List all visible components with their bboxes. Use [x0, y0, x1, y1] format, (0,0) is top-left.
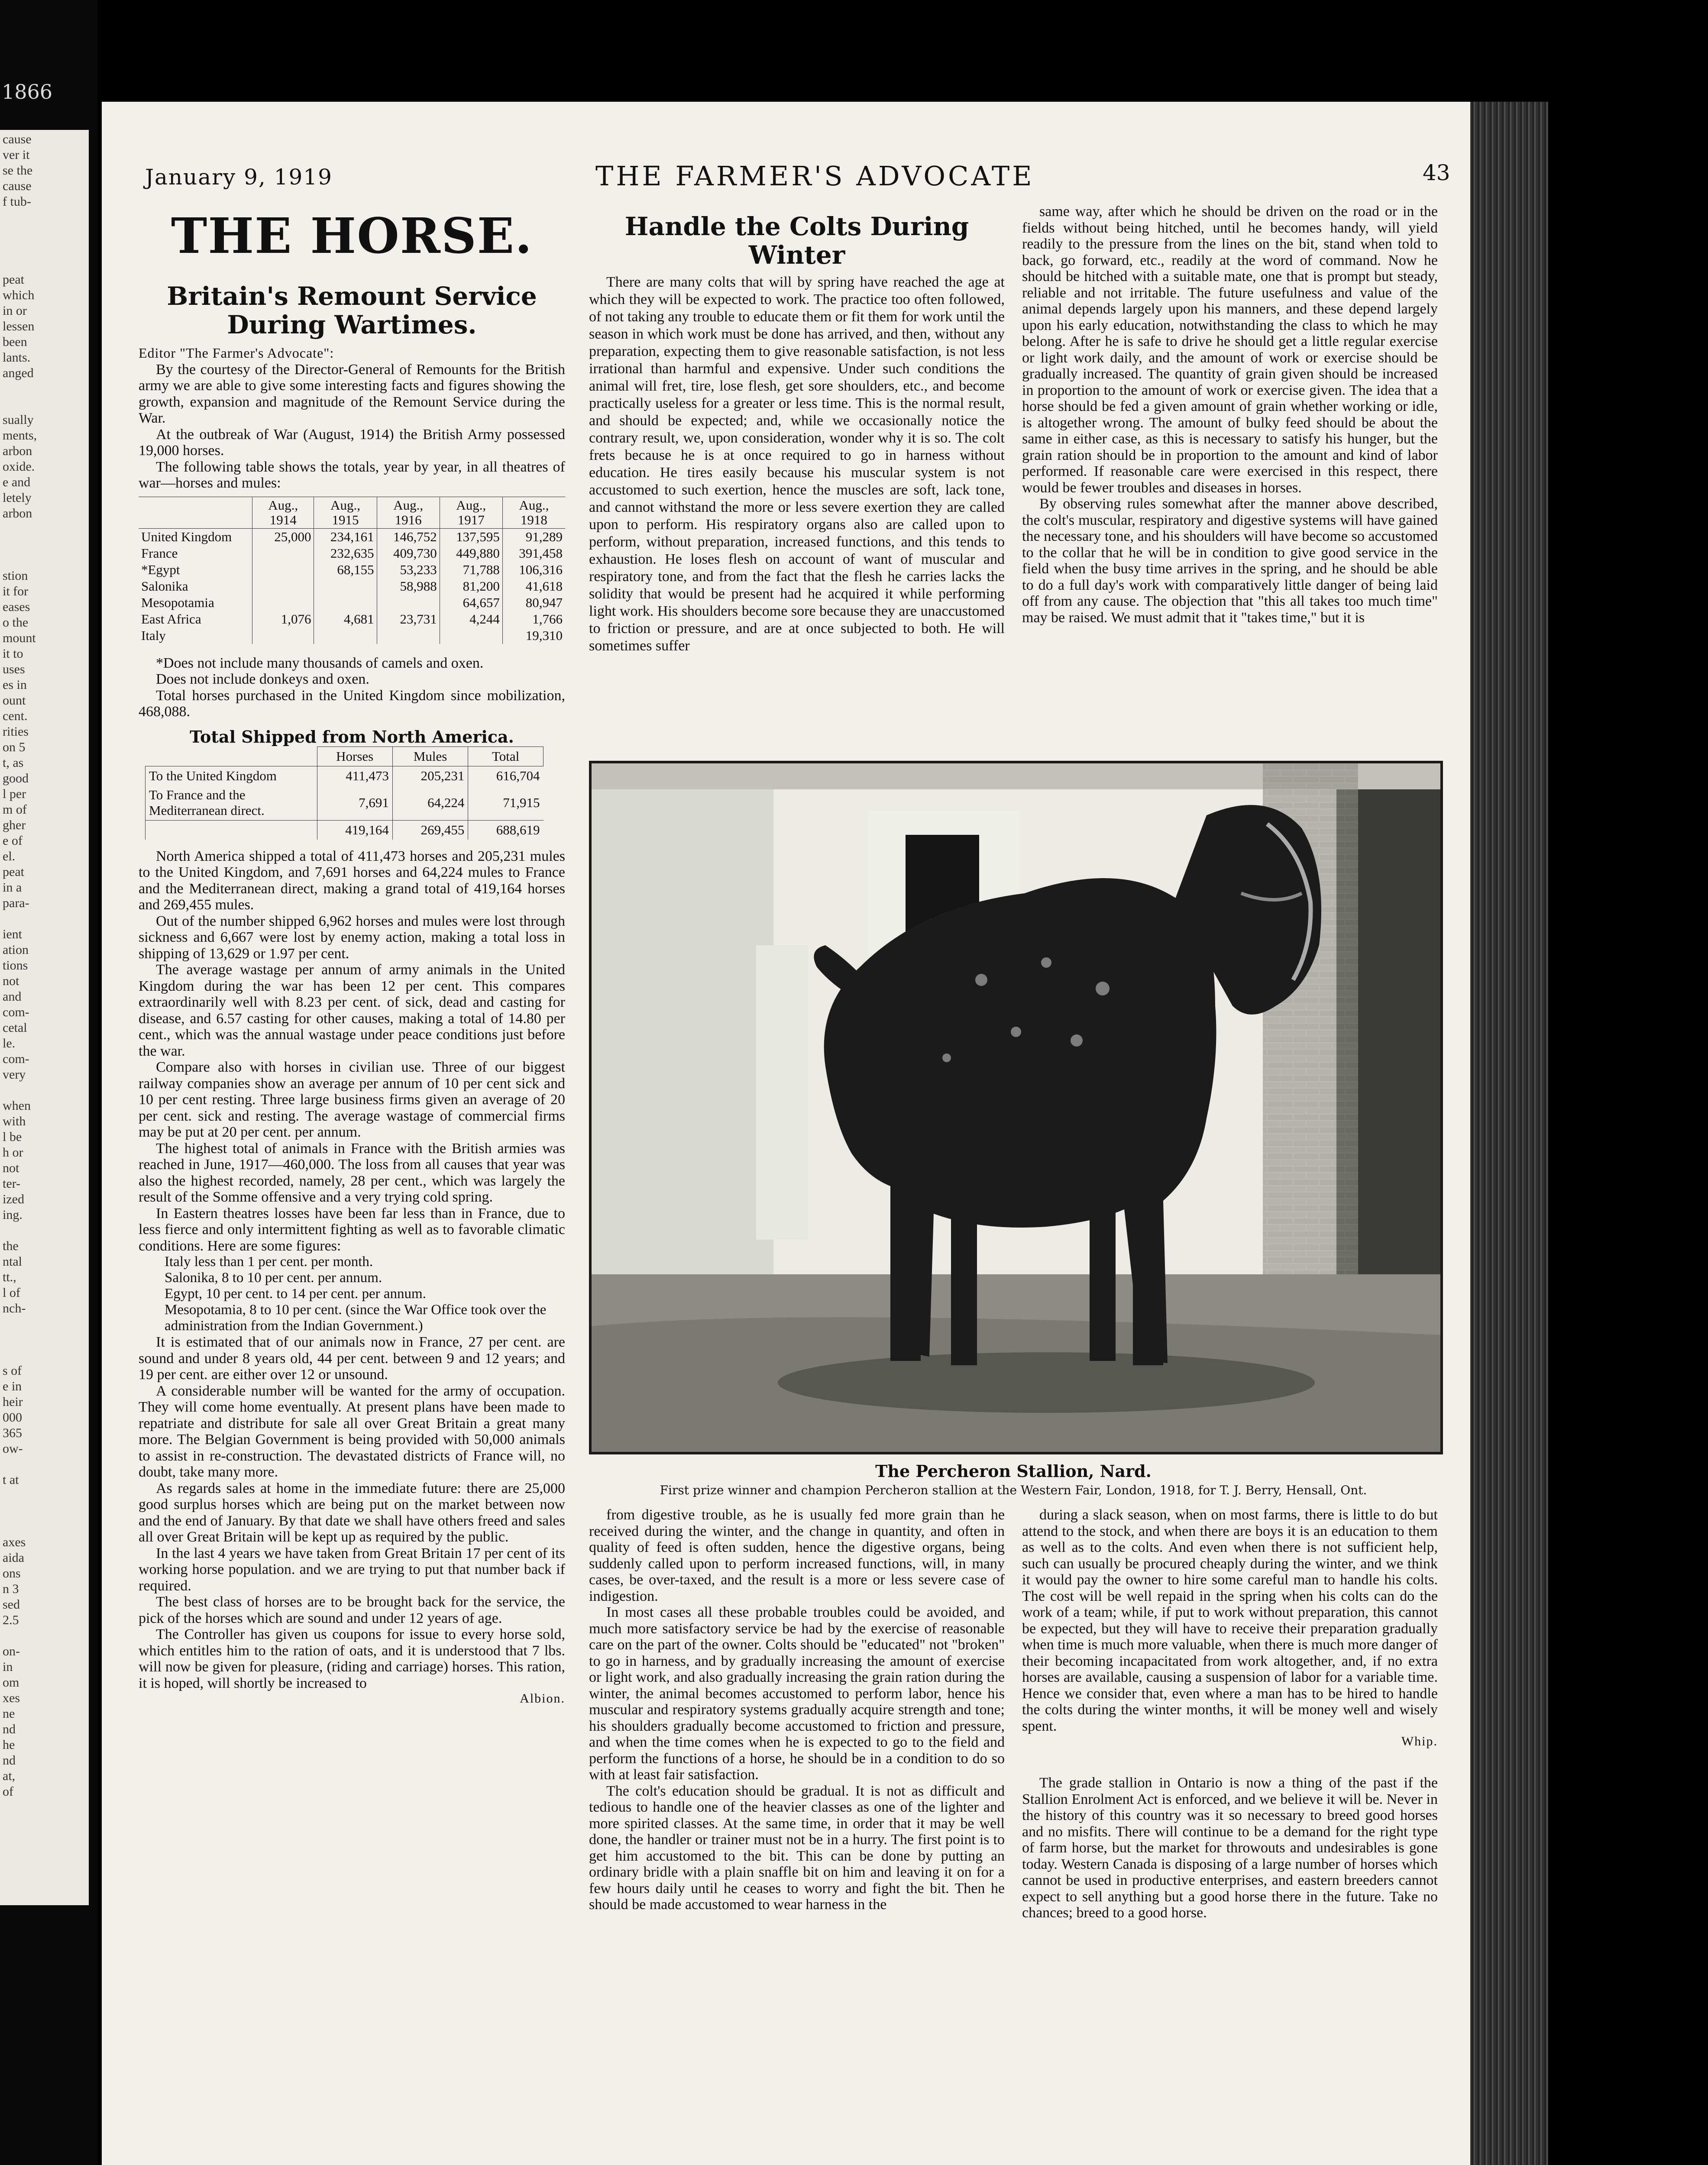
previous-page-line: le.: [3, 1036, 16, 1050]
masthead-title: THE FARMER'S ADVOCATE: [595, 160, 1035, 192]
paragraph: The colt's education should be gradual. It is not as difficult and tedious to handle one of the heavier classes as one of the lighter and more spirited classes. At the same time, in order that it may be well done, the handler or trainer must not be in a hurry. The first point is to get him accustomed to the bit. This can be done by putting an ordinary bridle with a plain snaffle bit on him and leaving it on for a few hours daily until he ceases to worry and fight the bit. Then he should be made accustomed to wear harness in the: [589, 1783, 1005, 1913]
previous-page-line: lants.: [3, 350, 31, 365]
previous-page-line: eases: [3, 600, 30, 614]
table-row: [139, 578, 565, 595]
paragraph: A considerable number will be wanted for the army of occupation. They will come home eventually. At present plans have been made to repatriate and distribute for sale all over Great Britain a great many more. The Belgian Government is being provided with 50,000 animals to assist in re-construction. The devastated districts of France will, no doubt, take many more.: [139, 1383, 565, 1480]
column-1: [139, 208, 565, 1706]
table-cell: [252, 545, 314, 562]
issue-date: January 9, 1919: [145, 165, 333, 190]
table-cell: [377, 627, 440, 644]
previous-page-line: arbon: [3, 506, 32, 520]
table-cell: [252, 627, 314, 644]
table-header: Aug., 1915: [314, 497, 377, 528]
percheron-stallion-photo: [589, 761, 1443, 1454]
section-title: THE HORSE.: [171, 208, 533, 265]
previous-page-line: cause: [3, 132, 32, 146]
table-row: [139, 611, 565, 627]
paragraph: North America shipped a total of 411,473 horses and 205,231 mules to the United Kingdom, and 7,691 horses and 64,224 mules to France and the Mediterranean direct, making a grand total of 419,164 horses and 269,455 mules.: [139, 848, 565, 913]
footnote: Does not include donkeys and oxen.: [156, 671, 369, 687]
previous-page-line: gher: [3, 818, 26, 832]
table-cell: 4,244: [440, 611, 502, 627]
previous-page-line: xes: [3, 1691, 20, 1705]
table-cell: 205,231: [392, 766, 468, 785]
table-cell: [314, 627, 377, 644]
previous-page-line: ized: [3, 1192, 24, 1206]
table-total-row: [146, 820, 543, 840]
column-3-top: [1022, 204, 1438, 626]
figure-line: Italy less than 1 per cent. per month.: [165, 1254, 373, 1270]
paragraph: The average wastage per annum of army animals in the United Kingdom during the war has been 12 per cent. This compares extraordinarily well with 8.23 per cent. of sick, dead and casting for disease, and 6.57 casting for other causes, making a total of 14.80 per cent., which was the annual wastage under peace conditions just before the war.: [139, 962, 565, 1059]
table-cell: [314, 595, 377, 611]
table-header: Aug., 1914: [252, 497, 314, 528]
horse-photo-image: [592, 763, 1440, 1452]
colts-article-title: Handle the Colts During Winter: [624, 212, 969, 270]
table-header: Aug., 1917: [440, 497, 502, 528]
previous-page-line: e and: [3, 475, 31, 489]
paragraph: There are many colts that will by spring have reached the age at which they will be expected to work. The practice too often followed, of not taking any trouble to educate them or fit them for work until the season in which work must be done has arrived, and then, without any preparation, expecting them to give reasonable satisfaction, is not less irrational than harmful and expensive. Under such conditions the animal will fret, tire, lose flesh, get sore shoulders, etc., and become practically useless for a greater or less time. This is the normal result, and should be expected; and, while we occasionally notice the contrary result, we, upon consideration, wonder why it is so. The colt frets because he is at once required to go in harness without education. He tires easily because his muscular system is not accustomed to such exertion, hence the muscles are soft, lack tone, and cannot withstand the more or less severe exertion they are called upon to perform. His respiratory organs also are called upon to perform, without preparation, increased functions, and this tends to exhaustion. He loses flesh on account of want of muscular and respiratory tone, and from the fact that the flesh he carries lacks the solidity that would be present had he acquired it while performing light work. His shoulders become sore because they are unaccustomed to friction or pressure, and are at once subjected to both. He will sometimes suffer: [589, 274, 1005, 654]
paragraph: from digestive trouble, as he is usually fed more grain than he received during the winter, and the change in quantity, and often in quality of feed is often sudden, hence the digestive organs, being suddenly called upon to perform increased functions, will, in many cases, be over-taxed, and the result is a more or less severe case of indigestion.: [589, 1507, 1005, 1604]
paragraph: In most cases all these probable troubles could be avoided, and much more satisfactory service be had by the exercise of reasonable care on the part of the owner. Colts should be "educated" not "broken" to go in harness, and by gradually increasing the amount of exercise or light work, and also gradually increasing the grain ration during the winter, the animal becomes accustomed to perform labor, hence his muscular and respiratory systems gradually acquire strength and tone; his shoulders gradually become accustomed to friction and pressure, and when the time comes when he is expected to go to the field and perform the functions of a horse, he should be in a condition to do so with at least fair satisfaction.: [589, 1604, 1005, 1783]
previous-page-line: in or: [3, 304, 27, 318]
previous-page-line: aida: [3, 1551, 24, 1565]
previous-page-line: t at: [3, 1473, 19, 1487]
previous-page-line: ter-: [3, 1176, 21, 1191]
previous-page-line: n 3: [3, 1582, 19, 1596]
table-cell: 1,076: [252, 611, 314, 627]
table-cell: 449,880: [440, 545, 502, 562]
table-cell: 64,224: [392, 785, 468, 821]
table-row: [146, 766, 543, 785]
previous-page-line: ments,: [3, 428, 37, 443]
previous-page-line: peat: [3, 865, 24, 879]
previous-page-line: sed: [3, 1597, 20, 1612]
previous-page-line: at,: [3, 1769, 16, 1783]
previous-page-line: of: [3, 1784, 13, 1799]
table-cell: 137,595: [440, 528, 502, 545]
table-row: [139, 627, 565, 644]
previous-page-line: oxide.: [3, 459, 35, 474]
previous-page-line: good: [3, 771, 29, 785]
table-cell: 41,618: [502, 578, 565, 595]
previous-page-line: 365: [3, 1426, 22, 1440]
previous-page-line: ing.: [3, 1208, 23, 1222]
table-cell: 19,310: [502, 627, 565, 644]
table-cell: 146,752: [377, 528, 440, 545]
table-cell: [252, 562, 314, 578]
page-number: 43: [1423, 160, 1450, 185]
previous-page-line: peat: [3, 272, 24, 287]
table-cell: 53,233: [377, 562, 440, 578]
table-cell: 7,691: [317, 785, 392, 821]
table-cell: [252, 578, 314, 595]
paragraph: The best class of horses are to be brought back for the service, the pick of the horses which are sound and under 12 years of age.: [139, 1594, 565, 1626]
previous-page-line: o the: [3, 615, 29, 630]
previous-page-line: ation: [3, 943, 29, 957]
previous-page-line: nd: [3, 1722, 16, 1736]
table-cell: 81,200: [440, 578, 502, 595]
table-cell: [252, 595, 314, 611]
footnote: *Does not include many thousands of camels and oxen.: [156, 655, 484, 671]
stallion-note: The grade stallion in Ontario is now a thing of the past if the Stallion Enrolment Act is enforced, and we believe it will be. Never in the history of this country was it so necessary to breed good horses and no misfits. There will continue to be a demand for the right type of farm horse, but the market for throwouts and undesirables is gone today. Western Canada is disposing of a large number of horses which cannot be used in productive enterprises, and eastern breeders cannot expect to sell anything but a good horse there in the future. Take no chances; breed to a good horse.: [1022, 1775, 1438, 1921]
column-2-bottom: [589, 1507, 1005, 1913]
previous-page-line: stion: [3, 569, 28, 583]
previous-page-line: l of: [3, 1286, 20, 1300]
previous-page-line: l be: [3, 1130, 22, 1144]
table-header: Mules: [392, 746, 468, 766]
previous-page-number: 1866: [2, 80, 53, 103]
previous-page-line: in: [3, 1660, 13, 1674]
paragraph: In the last 4 years we have taken from Great Britain 17 per cent of its working horse population. and we are trying to put that number back if required.: [139, 1545, 565, 1594]
previous-page-line: h or: [3, 1145, 23, 1160]
previous-page-line: uses: [3, 662, 25, 676]
previous-page-line: e in: [3, 1379, 22, 1393]
row-label: Mesopotamia: [141, 595, 214, 610]
signature: Albion.: [520, 1691, 565, 1706]
previous-page-line: e of: [3, 834, 23, 848]
table-cell: [377, 595, 440, 611]
previous-page-line: when: [3, 1099, 31, 1113]
previous-page-line: axes: [3, 1535, 26, 1549]
row-label: United Kingdom: [141, 529, 232, 544]
paragraph: Out of the number shipped 6,962 horses and mules were lost through sickness and 6,667 were lost by enemy action, making a total loss in shipping of 13,629 or 1.97 per cent.: [139, 913, 565, 962]
table-row: [139, 545, 565, 562]
remount-article-title: Britain's Remount Service During Wartimes.: [167, 281, 537, 339]
previous-page-line: tt.,: [3, 1270, 16, 1284]
previous-page-line: ow-: [3, 1441, 23, 1456]
previous-page-line: arbon: [3, 444, 32, 458]
previous-page-line: com-: [3, 1052, 29, 1066]
previous-page-line: com-: [3, 1005, 29, 1019]
previous-page-line: not: [3, 1161, 19, 1175]
row-label: East Africa: [141, 611, 201, 627]
table-row: [139, 528, 565, 545]
photo-caption-title: The Percheron Stallion, Nard.: [875, 1461, 1152, 1481]
table-cell: 71,788: [440, 562, 502, 578]
previous-page-fragment: [0, 80, 89, 1905]
table-row: [139, 595, 565, 611]
page-block-edge: [1470, 102, 1548, 2165]
table-row: [146, 785, 543, 821]
previous-page-line: m of: [3, 802, 27, 817]
previous-page-line: heir: [3, 1395, 23, 1409]
previous-page-line: ons: [3, 1566, 21, 1580]
table-corner: [146, 746, 317, 766]
previous-page-line: cetal: [3, 1021, 27, 1035]
column-2-top: [589, 212, 1005, 655]
signature: Whip.: [1401, 1734, 1438, 1748]
table-cell: 106,316: [502, 562, 565, 578]
table-cell: 616,704: [468, 766, 543, 785]
table-cell: 234,161: [314, 528, 377, 545]
table-cell: [314, 578, 377, 595]
previous-page-line: not: [3, 974, 19, 988]
table-cell: [440, 627, 502, 644]
previous-page-line: se the: [3, 163, 33, 178]
table-header: Horses: [317, 746, 392, 766]
paragraph: Total horses purchased in the United Kingdom since mobilization, 468,088.: [139, 687, 565, 720]
previous-page-line: mount: [3, 631, 36, 645]
page: [102, 102, 1470, 2165]
paragraph: The highest total of animals in France with the British armies was reached in June, 1917—460,000. The loss from all causes that year was also the highest recorded, namely, 28 per cent., which was largely the result of the Somme offensive and a very trying cold spring.: [139, 1140, 565, 1205]
table-cell: 1,766: [502, 611, 565, 627]
previous-page-line: f tub-: [3, 194, 31, 209]
previous-page-line: with: [3, 1114, 26, 1128]
editor-salutation: Editor "The Farmer's Advocate":: [139, 345, 334, 361]
paragraph: As regards sales at home in the immediate future: there are 25,000 good surplus horses which are being put on the market between now and the end of January. By that date we shall have others freed and sales all over Great Britain will be kept up as required by the public.: [139, 1480, 565, 1545]
previous-page-line: it to: [3, 646, 23, 661]
paragraph: It is estimated that of our animals now in France, 27 per cent. are sound and under 8 years old, 44 per cent. between 9 and 12 years; and 19 per cent. are either over 12 or unsound.: [139, 1334, 565, 1383]
previous-page-line: cent.: [3, 709, 28, 723]
table-cell: 232,635: [314, 545, 377, 562]
previous-page-line: para-: [3, 896, 29, 910]
previous-page-line: ne: [3, 1706, 15, 1721]
previous-page-line: on 5: [3, 740, 26, 754]
previous-page-line: 2.5: [3, 1613, 19, 1627]
table-header: Aug., 1916: [377, 497, 440, 528]
previous-page-line: tions: [3, 958, 28, 973]
previous-page-line: he: [3, 1738, 15, 1752]
previous-page-line: cause: [3, 179, 32, 193]
figure-line: Salonika, 8 to 10 per cent. per annum.: [165, 1270, 382, 1286]
table-total-cell: 688,619: [468, 820, 543, 840]
figure-line: Egypt, 10 per cent. to 14 per cent. per annum.: [165, 1286, 426, 1302]
previous-page-line: ient: [3, 927, 22, 941]
table-cell: 23,731: [377, 611, 440, 627]
row-label: France: [141, 545, 178, 561]
table-cell: 25,000: [252, 528, 314, 545]
previous-page-line: sually: [3, 413, 34, 427]
table-cell: 409,730: [377, 545, 440, 562]
previous-page-line: on-: [3, 1644, 20, 1658]
table-total-cell: 269,455: [392, 820, 468, 840]
previous-page-line: ount: [3, 693, 26, 708]
table-cell: 4,681: [314, 611, 377, 627]
previous-page-line: l per: [3, 787, 26, 801]
previous-page-line: in a: [3, 880, 22, 895]
table-cell: 68,155: [314, 562, 377, 578]
previous-page-line: 000: [3, 1410, 22, 1425]
previous-page-line: been: [3, 335, 27, 349]
row-label: *Egypt: [141, 562, 180, 577]
paragraph: At the outbreak of War (August, 1914) the British Army possessed 19,000 horses.: [139, 426, 565, 459]
table-cell: 58,988: [377, 578, 440, 595]
previous-page-line: it for: [3, 584, 29, 598]
shipped-table-title: Total Shipped from North America.: [190, 727, 514, 746]
table-corner: [139, 497, 252, 528]
paragraph: The following table shows the totals, year by year, in all theatres of war—horses and mules:: [139, 459, 565, 491]
previous-page-line: which: [3, 288, 35, 302]
previous-page-line: t, as: [3, 756, 24, 770]
row-label: Salonika: [141, 578, 188, 594]
table-cell: 91,289: [502, 528, 565, 545]
previous-page-line: s of: [3, 1364, 22, 1378]
previous-page-line: very: [3, 1067, 26, 1082]
table-total-cell: 419,164: [317, 820, 392, 840]
previous-page-line: and: [3, 989, 22, 1004]
previous-page-line: nd: [3, 1753, 16, 1768]
photo-caption-subtitle: First prize winner and champion Percheron stallion at the Western Fair, London, 1918, for T. J. Berry, Hensall, Ont.: [660, 1483, 1367, 1497]
table-cell: 391,458: [502, 545, 565, 562]
previous-page-line: om: [3, 1675, 19, 1690]
paragraph: The Controller has given us coupons for issue to every horse sold, which entitles him to the ration of oats, and it is understood that 7 lbs. will now be given for pleasure, (riding and carriage) horses. This ration, it is hoped, will shortly be increased to: [139, 1626, 565, 1691]
shipped-table: [145, 746, 543, 840]
figure-line: Mesopotamia, 8 to 10 per cent. (since the War Office took over the administration from the Indian Government.): [165, 1302, 547, 1334]
paragraph: during a slack season, when on most farms, there is little to do but attend to the stock, and when there are boys it is an education to them as well as to the colts. And even when there is not sufficient help, such can usually be procured cheaply during the winter, and we think it would pay the owner to hire some careful man to handle his colts. The cost will be well repaid in the spring when his colts can do the work of a team; while, if put to work without preparation, this cannot be expected, but they will have to receive their preparation gradually when time is much more valuable, when there is much more danger of their becoming incapacitated from work altogether, and, if no extra horses are available, causing a suspension of labor for a variable time. Hence we consider that, even where a man has to be hired to handle the colts during the winter months, it will be money well and wisely spent.: [1022, 1507, 1438, 1734]
row-label: To the United Kingdom: [146, 766, 317, 785]
table-cell: 71,915: [468, 785, 543, 821]
table-row: [139, 562, 565, 578]
table-header: Total: [468, 746, 543, 766]
previous-page-line: rities: [3, 724, 29, 739]
previous-page-line: es in: [3, 678, 27, 692]
paragraph: In Eastern theatres losses have been far less than in France, due to less fierce and only intermittent fighting as well as to favorable climatic conditions. Here are some figures:: [139, 1205, 565, 1254]
previous-page-line: letely: [3, 491, 32, 505]
paragraph: By observing rules somewhat after the manner above described, the colt's muscular, respiratory and digestive systems will have gained the necessary tone, and his shoulders will have become so accustomed to the collar that he will be in condition to give good service in the field when the busy time arrives in the spring, and he should be able to do a full day's work with comparatively little danger of being laid off from any cause. The objection that "this all takes too much time" may be raised. We must admit that it "takes time," but it is: [1022, 496, 1438, 626]
page-header: [145, 160, 1450, 199]
previous-page-line: anged: [3, 366, 34, 380]
row-label-empty: [146, 820, 317, 840]
paragraph: By the courtesy of the Director-General of Remounts for the British army we are able to give some interesting facts and figures showing the growth, expansion and magnitude of the Remount Service during the War.: [139, 361, 565, 426]
row-label: To France and the Mediterranean direct.: [146, 785, 317, 821]
remount-totals-table: [139, 497, 565, 644]
previous-page-line: the: [3, 1239, 19, 1253]
previous-page-line: nch-: [3, 1301, 26, 1315]
previous-page-line: ver it: [3, 148, 30, 162]
row-label: Italy: [141, 627, 166, 643]
paragraph: same way, after which he should be driven on the road or in the fields without being hitched, until he becomes handy, will yield readily to the pressure from the lines on the bit, stand when told to back, go forward, etc., readily at the word of command. Now he should be hitched with a suitable mate, one that is prompt but steady, reliable and not irritable. The future usefulness and value of the animal depends largely upon his manners, and these depend largely upon his early education, notwithstanding the class to which he may belong. After he is safe to drive he should get a little regular exercise or light work daily, and the amount of work or exercise should be gradually increased. The quantity of grain given should be increased in proportion to the amount of work or exercise given. The idea that a horse should be fed a given amount of grain whether working or idle, is altogether wrong. The amount of bulky feed should be about the same in either case, as this is necessary to satisfy his hunger, but the grain ration should be in proportion to the amount and kind of labor performed. If reasonable care were exercised in this respect, there would be fewer troubles and diseases in horses.: [1022, 204, 1438, 496]
paragraph: Compare also with horses in civilian use. Three of our biggest railway companies show an average per annum of 10 per cent sick and 10 per cent resting. Three large business firms given an average of 20 per cent. sick and resting. The average wastage of commercial firms may be put at 20 per cent. per annum.: [139, 1059, 565, 1140]
previous-page-line: lessen: [3, 319, 35, 333]
table-cell: 64,657: [440, 595, 502, 611]
previous-page-line: ntal: [3, 1254, 22, 1269]
column-3-bottom: [1022, 1507, 1438, 1921]
table-cell: 80,947: [502, 595, 565, 611]
table-cell: 411,473: [317, 766, 392, 785]
previous-page-line: el.: [3, 849, 16, 863]
table-header: Aug., 1918: [502, 497, 565, 528]
